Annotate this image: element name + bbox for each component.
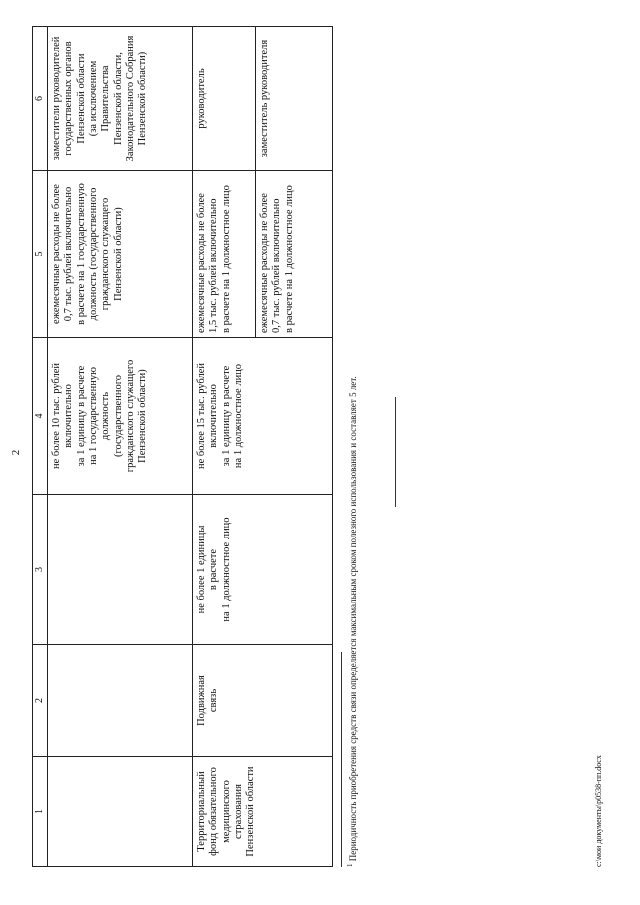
monthly-expense-cell: ежемесячные расходы не более 0,7 тыс. рублей включительно в расчете на 1 государственную должность (государственного гражданского служащего Пензенской области) xyxy=(47,171,192,338)
table-cell xyxy=(47,757,192,867)
quantity-limit-cell: не более 1 единицы в расчете на 1 должностное лицо xyxy=(192,495,332,645)
monthly-expense-deputy: ежемесячные расходы не более 0,7 тыс. рублей включительно в расчете на 1 должностное лицо xyxy=(255,171,299,337)
header-cell: 3 xyxy=(33,495,48,645)
footnote-separator xyxy=(341,652,342,867)
header-cell: 6 xyxy=(33,27,48,171)
file-path: c:\мои документы\p0538-пп.docx xyxy=(594,755,603,867)
header-cell: 4 xyxy=(33,338,48,495)
section-divider-line xyxy=(395,397,396,507)
table-cell xyxy=(47,495,192,645)
position-deputy: заместитель руководителя xyxy=(255,27,274,170)
organization-cell: Территориальный фонд обязательного медицинского страхования Пензенской области xyxy=(192,757,332,867)
table-cell xyxy=(47,645,192,757)
service-type-cell: Подвижная связь xyxy=(192,645,332,757)
position-cell: заместители руководителей государственных органов Пензенской области (за исключением Правительства Пензенской области, Законодательного Собрания Пензенской области) xyxy=(47,27,192,171)
footnote-mark: 1 xyxy=(346,863,354,867)
price-limit-cell: не более 15 тыс. рублей включительно за 1 единицу в расчете на 1 должностное лицо xyxy=(192,338,332,495)
table-row xyxy=(192,27,332,867)
table-header-row xyxy=(33,27,48,867)
table-row xyxy=(47,27,192,867)
header-cell: 1 xyxy=(33,757,48,867)
header-cell: 5 xyxy=(33,171,48,338)
monthly-expense-head: ежемесячные расходы не более 1,5 тыс. рублей включительно в расчете на 1 должностное лицо xyxy=(195,185,232,333)
footnote-text: Периодичность приобретения средств связи определяется максимальным сроком полезного использования и составляет 5 лет. xyxy=(348,376,358,864)
position-split-cell xyxy=(192,27,332,171)
monthly-expense-split-cell xyxy=(192,171,332,338)
footnote xyxy=(346,27,358,867)
header-cell: 2 xyxy=(33,645,48,757)
expense-norms-table xyxy=(32,26,333,867)
position-head: руководитель xyxy=(195,68,207,129)
page-number: 2 xyxy=(10,449,22,456)
price-limit-cell: не более 10 тыс. рублей включительно за 1 единицу в расчете на 1 государственную должность (государственного гражданского служащего Пензенской области) xyxy=(47,338,192,495)
